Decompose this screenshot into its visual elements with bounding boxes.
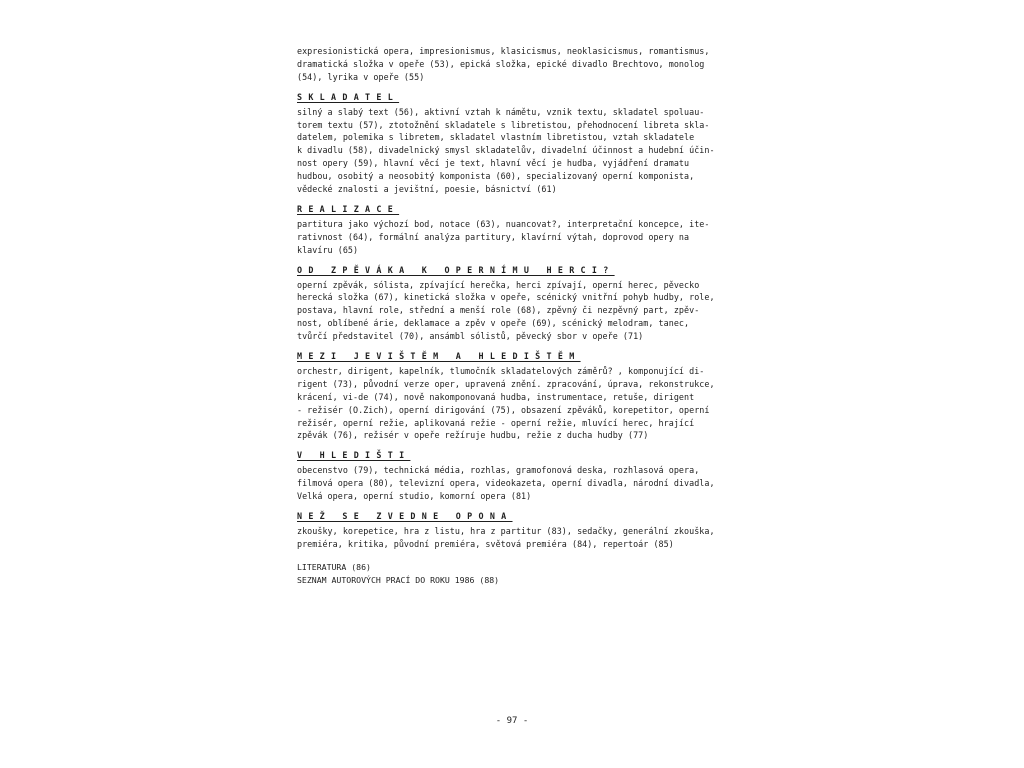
section-line: obecenstvo (79), technická média, rozhlas, gramofonová deska, rozhlasová opera, [297, 465, 700, 476]
section-line: filmová opera (80), televizní opera, videokazeta, operní divadla, národní divadla, [297, 478, 715, 489]
section-line: datelem, polemika s libretem, skladatel vlastním libretistou, vztah skladatele [297, 132, 695, 143]
section-realizace [297, 203, 737, 257]
section-mezi-jevistem [297, 350, 737, 442]
section-heading: V HLEDIŠTI [297, 450, 411, 461]
section-line: zkoušky, korepetice, hra z listu, hra z partitur (83), sedačky, generální zkouška, [297, 525, 715, 536]
section-line: zpěvák (76), režisér v opeře režíruje hudbu, režie z ducha hudby (77) [297, 430, 649, 441]
section-line: torem textu (57), ztotožnění skladatele s libretistou, přehodnocení libreta skla- [297, 119, 710, 130]
intro-block [297, 45, 737, 84]
section-line: hudbou, osobitý a neosobitý komponista (60), specializovaný operní komponista, [297, 171, 695, 182]
section-line: Velká opera, operní studio, komorní opera (81) [297, 491, 532, 502]
section-od-zpevaka [297, 264, 737, 343]
section-heading: MEZI JEVIŠTĚM A HLEDIŠTĚM [297, 351, 581, 362]
section-line: k divadlu (58), divadelnický smysl skladatelův, divadelní účinnost a hudební účin- [297, 145, 715, 156]
literature-line: LITERATURA (86) [297, 561, 371, 572]
section-line: premiéra, kritika, původní premiéra, světová premiéra (84), repertoár (85) [297, 538, 674, 549]
section-line: orchestr, dirigent, kapelník, tlumočník skladatelových záměrů? , komponující di- [297, 365, 705, 376]
section-nez-se-zvedne-opona [297, 510, 737, 551]
section-line: vědecké znalosti a jevištní, poesie, básnictví (61) [297, 184, 557, 195]
literature-block [297, 561, 737, 587]
intro-line: expresionistická opera, impresionismus, klasicismus, neoklasicismus, romantismus, [297, 46, 710, 56]
bibliography-line: SEZNAM AUTOROVÝCH PRACÍ DO ROKU 1986 (88) [297, 574, 500, 585]
section-heading: NEŽ SE ZVEDNE OPONA [297, 511, 513, 521]
section-line: režisér, operní režie, aplikovaná režie - operní režie, mluvící herec, hrající [297, 417, 695, 428]
section-line: herecká složka (67), kinetická složka v opeře, scénický vnitřní pohyb hudby, role, [297, 292, 715, 303]
section-line: nost opery (59), hlavní věcí je text, hlavní věcí je hudba, vyjádření dramatu [297, 158, 690, 169]
section-line: rativnost (64), formální analýza partitury, klavírní výtah, doprovod opery na [297, 231, 690, 242]
section-line: silný a slabý text (56), aktivní vztah k námětu, vznik textu, skladatel spoluau- [297, 106, 705, 117]
section-line: tvůrčí představitel (70), ansámbl sólistů, pěvecký sbor v opeře (71) [297, 331, 644, 342]
section-heading: OD ZPĚVÁKA K OPERNÍMU HERCI? [297, 264, 615, 275]
section-line: operní zpěvák, sólista, zpívající herečka, herci zpívají, operní herec, pěvecko [297, 279, 700, 290]
page-number: - 97 - [495, 716, 529, 726]
section-line: - režisér (O.Zich), operní dirigování (75), obsazení zpěváků, korepetitor, operní [297, 404, 710, 415]
section-line: rigent (73), původní verze oper, upravená znění. zpracování, úprava, rekonstrukce, [297, 378, 715, 389]
section-heading: SKLADATEL [297, 91, 400, 102]
section-line: postava, hlavní role, střední a menší role (68), zpěvný či nezpěvný part, zpěv- [297, 305, 700, 316]
section-line: nost, oblíbené árie, deklamace a zpěv v opeře (69), scénický melodram, tanec, [297, 318, 690, 329]
intro-line: dramatická složka v opeře (53), epická složka, epické divadlo Brechtovo, monolog [297, 58, 705, 69]
section-skladatel [297, 91, 737, 196]
intro-line: (54), lyrika v opeře (55) [297, 71, 425, 82]
section-line: krácení, vi-de (74), nově nakomponovaná hudba, instrumentace, retuše, dirigent [297, 391, 695, 402]
section-v-hledisti [297, 449, 737, 503]
section-line: partitura jako výchozí bod, notace (63), nuancovat?, interpretační koncepce, ite- [297, 218, 710, 229]
section-heading: REALIZACE [297, 203, 400, 214]
table-of-contents [297, 45, 737, 587]
section-line: klavíru (65) [297, 244, 359, 255]
